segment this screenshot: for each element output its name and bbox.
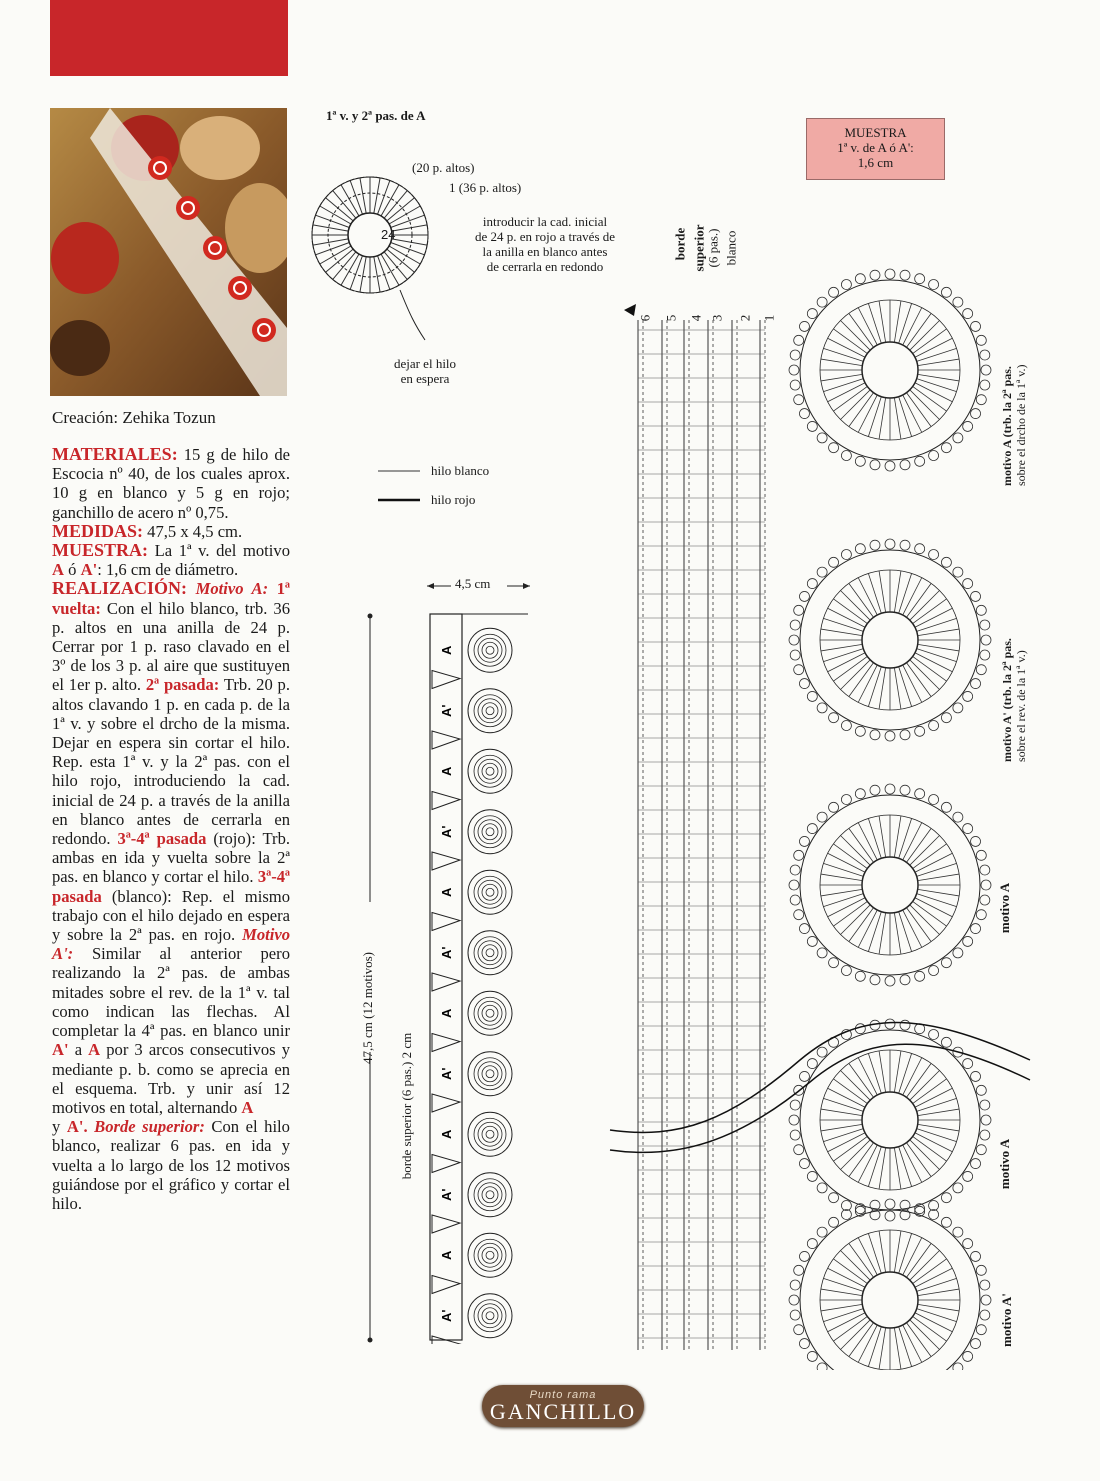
materials-label: MATERIALES:	[52, 444, 178, 464]
strip-label: A	[439, 1008, 454, 1018]
motif-a-note-1: motivo A (trb. la 2ª pas.	[1000, 366, 1014, 486]
row-num-3: 3	[709, 314, 725, 322]
measures-label: MEDIDAS:	[52, 520, 144, 541]
join-text: por 3 arcos consecutivos y mediante p. b. como se aprecia en el esquema. Trb. y unir así 12 motivos en total, alternando	[52, 1040, 290, 1117]
sample-diameter: : 1,6 cm de diámetro.	[97, 560, 239, 580]
round1-label: 1ª vuelta:	[52, 579, 290, 618]
strip-schematic	[428, 612, 528, 1344]
legend-lines	[375, 464, 425, 508]
chart-motif-a2: motivo A'	[998, 1293, 1014, 1347]
motif-chart	[600, 240, 1040, 1370]
label-36-stitches: 1 (36 p. altos)	[449, 180, 522, 195]
row-numbers	[630, 310, 790, 330]
row-num-5: 5	[663, 314, 679, 322]
join-to: a	[74, 1040, 83, 1060]
sample-label: MUESTRA:	[52, 540, 149, 561]
leave-line-1: dejar el hilo	[393, 356, 457, 371]
row2-label: 2ª pasada:	[145, 675, 220, 695]
sample-box-line2: 1ª v. de A ó A':	[837, 140, 914, 155]
leave-line-2: en espera	[400, 371, 450, 386]
sample-text: La 1ª v. del motivo	[154, 541, 290, 561]
row-num-2: 2	[737, 314, 753, 322]
strip-length-label: 47,5 cm (12 motivos)	[360, 952, 375, 1064]
motif-a2-note-1: motivo A' (trb. la 2ª pas.	[1000, 638, 1014, 762]
strip-label: A	[439, 766, 454, 776]
motif-a-label: Motivo A:	[195, 579, 269, 599]
instructions-text	[52, 445, 290, 1213]
row34-white-label: 3ª-4ª pasada	[52, 867, 290, 906]
motif-a-note	[1000, 326, 1028, 486]
note-line-2: de 24 p. en rojo a través de	[474, 229, 616, 244]
join-a2: A'	[52, 1040, 69, 1060]
realization-label: REALIZACIÓN:	[52, 578, 188, 599]
logo-bottom: GANCHILLO	[489, 1399, 637, 1424]
motif-a2-label: Motivo A':	[52, 925, 290, 964]
motif-a2-note-2: sobre el rev. de la 1ª v.)	[1014, 650, 1028, 762]
motif-a2-note	[1000, 602, 1028, 762]
note-line-4: de cerrarla en redondo	[486, 259, 604, 274]
strip-label: A'	[439, 704, 454, 717]
lace-photo	[50, 108, 287, 396]
strip-label: A'	[439, 825, 454, 838]
chart-border-l4: blanco	[723, 230, 739, 266]
ganchillo-logo	[482, 1385, 644, 1427]
diagram1-title: 1ª v. y 2ª pas. de A	[326, 108, 426, 123]
strip-label: A'	[439, 1188, 454, 1201]
strip-label: A	[439, 1129, 454, 1139]
chart-border-l1: borde	[672, 227, 688, 261]
strip-label: A'	[439, 1309, 454, 1322]
row34-red-label: 3ª-4ª pasada	[117, 829, 207, 849]
sample-box	[806, 118, 945, 180]
alt-and: y	[52, 1117, 61, 1137]
chart-motif-a: motivo A	[997, 882, 1013, 934]
sample-box-title: MUESTRA	[844, 125, 907, 140]
materials-text: 15 g de hilo de Escocia nº 40, de los cuales aprox. 10 g en blanco y 5 g en rojo; ganchillo de acero nº 0,75.	[52, 445, 290, 522]
credit: Creación: Zehika Tozun	[52, 408, 216, 427]
sample-or: ó	[68, 560, 77, 580]
alt-a2: A'.	[66, 1117, 88, 1137]
border-text: Con el hilo blanco, realizar 6 pas. en ida y vuelta a lo largo de los 12 motivos guiándose por el gráfico y cortar el hilo.	[52, 1117, 290, 1213]
chart-border-l3: (6 pas.)	[705, 228, 721, 268]
measures-text: 47,5 x 4,5 cm.	[147, 521, 243, 541]
sample-motif-a2: A'	[80, 560, 98, 580]
strip-border-label: borde superior (6 pas.) 2 cm	[399, 1032, 414, 1180]
sample-motif-a: A	[52, 560, 64, 580]
header-color-bar	[50, 0, 288, 76]
chart-border-l2: superior	[691, 224, 707, 272]
row2-text: Trb. 20 p. altos clavando 1 p. en cada p. de la 1ª v. y sobre el drcho de la misma. Dejar en espera sin cortar el hilo. Rep. esta 1ª v. y la 2ª pas. con el hilo rojo, introduciendo la cad. inicial de 24 p. a través de la anilla en blanco antes de cerrarla en redondo.	[52, 675, 290, 849]
legend-white: hilo blanco	[431, 463, 490, 478]
row34-white-text: (blanco): Rep. el mismo trabajo con el hilo dejado en espera y sobre la 2ª pas. en rojo.	[52, 886, 290, 945]
note-line-3: la anilla en blanco antes	[482, 244, 608, 259]
join-a: A	[88, 1040, 101, 1060]
motif-a2-text: Similar al anterior pero realizando la 2ª pas. de ambas mitades sobre el rev. de la 1ª v. tal como indican las flechas. Al completar la 4ª pas. en blanco unir	[52, 944, 290, 1041]
logo-top: Punto rama	[529, 1389, 597, 1401]
strip-label: A	[439, 887, 454, 897]
strip-label: A'	[439, 1067, 454, 1080]
strip-width-arrows	[425, 576, 535, 596]
note-line-1: introducir la cad. inicial	[482, 214, 608, 229]
border-label: Borde superior:	[94, 1117, 205, 1137]
row34-red-text: (rojo): Trb. ambas en ida y vuelta sobre la 2ª pas. en blanco y cortar el hilo.	[52, 829, 291, 887]
row-num-1: 1	[761, 314, 777, 322]
legend-red: hilo rojo	[431, 492, 476, 507]
strip-label: A'	[439, 946, 454, 959]
chart-motif-a-b: motivo A	[997, 1138, 1013, 1190]
strip-label: A	[439, 1250, 454, 1260]
label-20-stitches: (20 p. altos)	[412, 160, 475, 175]
ring-count: 24	[381, 227, 396, 242]
row-num-6: 6	[637, 314, 653, 322]
leave-thread-note	[380, 356, 470, 386]
alt-a: A	[241, 1097, 254, 1117]
sample-box-size: 1,6 cm	[857, 155, 894, 170]
strip-width-label: 4,5 cm	[455, 576, 491, 591]
motif-a-note-2: sobre el drcho de la 1ª v.)	[1014, 364, 1028, 486]
round1-text: Con el hilo blanco, trb. 36 p. altos en una anilla de 24 p. Cerrar por 1 p. raso clavado en el 3º de los 3 p. al aire que sustituyen el 1er p. alto.	[52, 598, 291, 695]
row-num-4: 4	[688, 314, 704, 322]
strip-label: A	[439, 645, 454, 655]
